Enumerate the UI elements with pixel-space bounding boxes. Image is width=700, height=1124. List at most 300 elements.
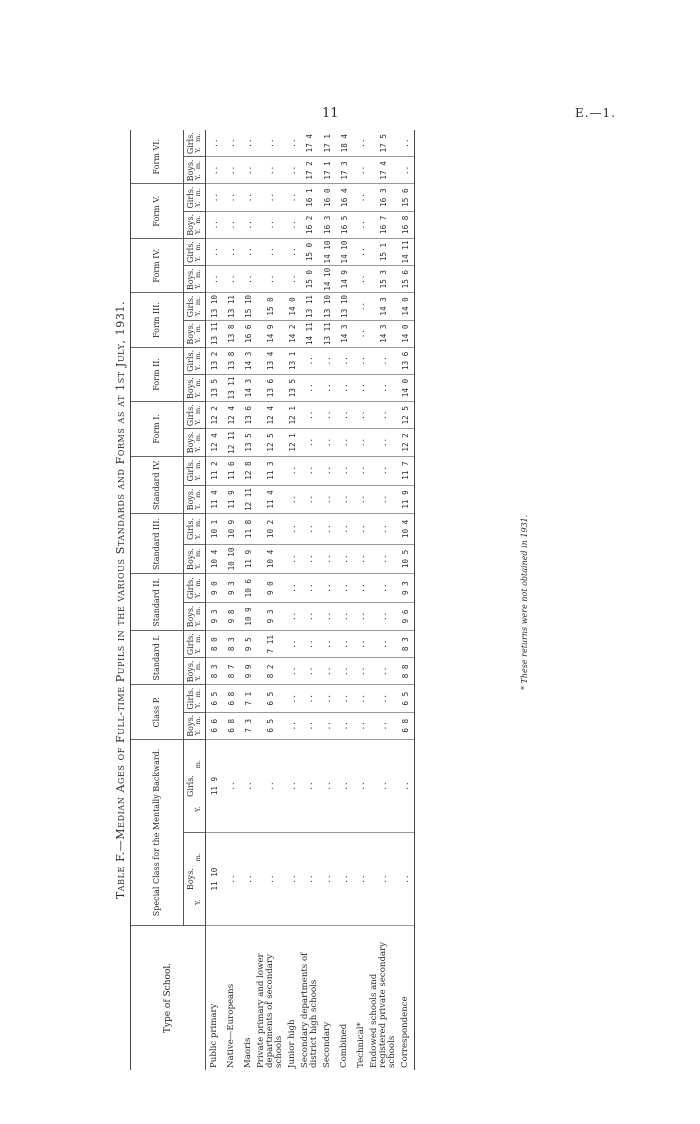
unit-label: Y. [194,337,203,344]
median-age-cell: .. [336,374,353,401]
median-age-cell: .. [336,712,353,739]
median-age-cell: .. [223,130,240,157]
median-age-cell: .. [301,833,319,926]
median-age-cell: 15 1 [370,238,397,265]
median-age-cell: .. [336,574,353,602]
median-age-cell: .. [336,602,353,630]
median-age-cell: 14 10 [336,238,353,265]
median-age-cell: 10 9 [240,602,257,630]
median-age-cell: 13 10 [205,293,223,320]
median-age-cell: .. [240,211,257,238]
median-age-cell: .. [284,658,301,685]
median-age-cell: .. [353,157,370,184]
unit-label: m. [194,460,203,469]
median-age-cell: .. [319,631,336,658]
unit-label: Y. [194,174,203,180]
sex-label: Girls. [186,775,195,797]
unit-labels [195,294,202,318]
unit-label: m. [194,133,203,142]
median-age-cell: 9 3 [397,574,415,602]
median-age-cell: 13 11 [301,293,319,320]
median-age-cell: .. [336,429,353,456]
median-age-cell: .. [353,574,370,602]
median-age-cell: 12 4 [223,402,240,429]
unit-label: Y. [194,899,203,905]
median-age-cell: 14 0 [397,293,415,320]
table-row [284,130,301,1070]
median-age-cell: 14 10 [319,266,336,293]
sex-label: Boys. [186,322,195,345]
median-age-cell: 6 6 [205,712,223,739]
unit-label: Y. [194,729,203,736]
unit-labels [195,515,202,542]
median-age-cell: 13 8 [223,320,240,347]
group-header: Class P. [131,685,184,739]
school-type-cell: Maoris [242,1037,253,1068]
median-age-cell: 6 5 [397,685,415,712]
sex-subheader [184,485,206,514]
median-age-cell: .. [319,374,336,401]
sex-label: Boys. [186,714,195,737]
table-row [223,130,240,1070]
median-age-cell: 15 3 [370,266,397,293]
school-type-cell: Public primary [208,1003,219,1068]
median-age-cell: 17 2 [301,157,319,184]
median-age-cell: .. [353,685,370,712]
median-age-cell: 14 3 [370,320,397,347]
median-age-cell: .. [301,574,319,602]
median-age-cell: 6 5 [257,685,284,712]
median-age-cell: 14 3 [240,374,257,401]
median-age-cell: 6 8 [223,712,240,739]
median-age-cell: .. [223,266,240,293]
sex-subheader [184,833,206,926]
unit-labels [195,213,202,237]
unit-label: Y. [194,620,203,627]
median-age-cell: 10 4 [205,544,223,574]
median-age-cell: .. [336,514,353,544]
sex-label: Girls. [186,295,195,318]
median-age-cell: 12 11 [223,429,240,456]
unit-labels [195,604,202,629]
median-age-cell: .. [301,347,319,374]
unit-label: Y. [194,702,203,709]
unit-label: m. [194,215,203,224]
unit-label: m. [194,296,203,306]
median-age-cell: .. [301,514,319,544]
sex-subheader [184,456,206,485]
unit-label: m. [194,578,203,587]
median-age-cell: 13 6 [397,347,415,374]
unit-labels [195,322,202,346]
median-age-cell: .. [240,266,257,293]
median-age-cell: 17 4 [370,157,397,184]
median-age-cell: .. [223,211,240,238]
median-age-cell: 9 0 [257,574,284,602]
median-age-cell: .. [301,712,319,739]
median-age-cell: .. [353,293,370,320]
median-age-cell: .. [370,402,397,429]
median-age-cell: .. [319,544,336,574]
unit-labels [195,158,202,182]
unit-labels [195,487,202,513]
median-age-cell: .. [353,238,370,265]
sex-subheader [184,157,206,184]
unit-label: m. [194,689,203,698]
median-age-cell: 6 8 [223,685,240,712]
sex-subheader [184,631,206,658]
median-age-cell: .. [370,833,397,926]
unit-label: Y. [194,256,203,262]
median-age-cell: .. [397,739,415,832]
median-age-cell: 11 4 [257,485,284,514]
sex-label: Girls. [186,241,195,264]
median-age-cell: 11 10 [205,833,223,926]
unit-label: Y. [194,503,203,510]
median-age-cell: 9 3 [205,602,223,630]
median-age-cell: 12 4 [257,402,284,429]
median-age-cell: .. [353,374,370,401]
median-age-cell: .. [370,456,397,485]
median-age-cell: .. [319,739,336,832]
median-age-cell: 11 9 [397,485,415,514]
median-age-cell: 14 11 [397,238,415,265]
median-age-cell: 6 5 [257,712,284,739]
median-age-cell: .. [240,238,257,265]
median-age-cell: .. [353,320,370,347]
sex-label: Boys. [186,868,195,891]
median-age-cell: 7 1 [240,685,257,712]
median-age-cell: .. [284,130,301,157]
median-age-cell: 13 6 [257,374,284,401]
median-age-cell: 11 7 [397,456,415,485]
median-age-cell: .. [301,739,319,832]
median-age-cell: 13 11 [205,320,223,347]
unit-label: m. [194,405,203,414]
sex-label: Girls. [186,517,195,540]
school-type-cell: Junior high [286,1019,297,1068]
sex-label: Boys. [186,548,195,570]
median-age-cell: .. [319,658,336,685]
sex-label: Girls. [186,633,195,656]
median-age-cell: 15 6 [397,184,415,211]
median-age-cell: 8 0 [205,631,223,658]
median-age-cell: 9 8 [223,602,240,630]
table-row [353,130,370,1070]
sex-subheader [184,602,206,630]
median-age-cell: .. [284,544,301,574]
unit-labels [195,575,202,600]
median-age-cell: .. [319,574,336,602]
unit-label: Y. [194,419,203,425]
median-age-cell: .. [205,238,223,265]
median-age-cell: 16 6 [240,320,257,347]
unit-label: Y. [194,563,203,570]
median-age-cell: .. [319,402,336,429]
median-age-cell: .. [284,602,301,630]
median-age-cell: 14 0 [397,320,415,347]
sex-subheader [184,184,206,211]
sex-label: Girls. [186,349,195,372]
sex-label: Boys. [186,377,195,399]
median-age-cell: 13 6 [240,402,257,429]
median-age-cell: .. [205,211,223,238]
median-age-cell: .. [319,685,336,712]
group-header: Standard I. [131,631,184,685]
median-age-cell: .. [284,238,301,265]
unit-label: Y. [194,364,203,371]
median-age-cell: 16 5 [336,211,353,238]
median-age-cell: 8 2 [257,658,284,685]
median-age-cell: .. [319,485,336,514]
median-age-cell: .. [284,574,301,602]
median-age-cell: 15 0 [301,238,319,265]
sex-subheader [184,211,206,238]
sex-label: Girls. [186,459,195,482]
median-age-cell: 17 5 [370,130,397,157]
median-age-cell: .. [257,157,284,184]
median-age-cell: .. [353,429,370,456]
median-age-cell: 15 6 [397,266,415,293]
median-age-cell: 14 10 [319,238,336,265]
median-age-cell: 16 2 [301,211,319,238]
median-age-cell: 12 2 [397,429,415,456]
median-age-cell: .. [301,374,319,401]
median-age-cell: .. [205,130,223,157]
sex-subheader [184,574,206,602]
unit-label: Y. [194,391,203,398]
median-age-cell: .. [353,266,370,293]
unit-labels [195,267,202,291]
median-age-cell: 12 5 [397,402,415,429]
median-age-cell: 18 4 [336,130,353,157]
sex-label: Girls. [186,577,195,600]
median-age-cell: 10 2 [257,514,284,544]
sex-subheader [184,374,206,401]
table-row [257,130,284,1070]
unit-label: Y. [194,806,203,813]
unit-label: m. [194,351,203,360]
unit-labels [195,834,202,924]
median-age-cell: 10 9 [223,514,240,544]
median-age-cell: 8 3 [397,631,415,658]
median-age-cell: 13 8 [223,347,240,374]
table-row [370,130,397,1070]
median-age-cell: .. [336,739,353,832]
median-age-cell: 11 6 [223,456,240,485]
unit-labels [195,430,202,454]
median-age-cell: .. [336,544,353,574]
median-age-cell: .. [223,238,240,265]
unit-label: m. [194,853,203,862]
median-age-cell: 13 5 [240,429,257,456]
median-age-cell: 11 9 [240,544,257,574]
median-age-cell: 13 2 [205,347,223,374]
median-age-cell: 13 10 [319,293,336,320]
sex-subheader [184,429,206,456]
median-age-cell: .. [284,631,301,658]
median-age-cell: .. [319,429,336,456]
group-header: Standard III. [131,514,184,574]
median-age-cell: .. [301,602,319,630]
median-age-cell: .. [284,712,301,739]
sex-label: Girls. [186,132,195,155]
median-age-cell: .. [284,211,301,238]
median-age-cell: .. [319,602,336,630]
unit-labels [195,546,202,573]
group-header: Form II. [131,347,184,401]
sex-subheader [184,739,206,832]
median-age-cell: 10 1 [205,514,223,544]
median-age-cell: 8 8 [397,658,415,685]
table-caption: Table F.—Median Ages of Full-time Pupils in the various Standards and Forms as at 1st July, 1931. [114,300,127,900]
median-age-cell: 9 9 [240,658,257,685]
sex-subheader [184,293,206,320]
median-age-cell: 6 8 [397,712,415,739]
group-header: Form V. [131,184,184,238]
unit-label: Y. [194,228,203,235]
sex-label: Boys. [186,159,195,182]
median-age-cell: 11 8 [240,514,257,544]
school-type-cell: Secondary [321,1021,332,1068]
median-age-cell: .. [284,266,301,293]
median-age-cell: .. [397,130,415,157]
median-age-cell: .. [301,402,319,429]
median-age-cell: 12 1 [284,402,301,429]
median-age-cell: 9 3 [257,602,284,630]
unit-label: m. [194,760,203,769]
median-age-cell: 7 11 [257,631,284,658]
median-age-cell: .. [353,211,370,238]
unit-label: Y. [194,201,203,208]
median-age-cell: 9 6 [397,602,415,630]
sex-subheader [184,130,206,157]
sex-subheader [184,514,206,544]
group-header: Standard IV. [131,456,184,514]
median-age-cell: 16 0 [319,184,336,211]
median-age-cell: 12 5 [257,429,284,456]
median-age-cell: 14 9 [257,320,284,347]
unit-label: Y. [194,648,203,654]
median-age-cell: .. [336,658,353,685]
median-age-cell: .. [353,712,370,739]
sex-label: Boys. [186,268,195,291]
median-age-cell: 14 3 [240,347,257,374]
median-age-cell: 14 11 [301,320,319,347]
type-of-school-header: Type of School. [131,926,206,1071]
median-age-cell: .. [223,739,240,832]
group-header: Form VI. [131,130,184,184]
median-age-cell: .. [370,374,397,401]
median-age-cell: 13 5 [205,374,223,401]
page-number: 11 [322,106,339,121]
group-header: Standard II. [131,574,184,631]
median-age-cell: .. [301,544,319,574]
median-age-cell: .. [353,658,370,685]
median-age-cell: 15 0 [257,293,284,320]
section-code: E.—1. [574,106,616,120]
median-age-cell: 16 3 [319,211,336,238]
median-age-cell: 10 4 [397,514,415,544]
median-age-cell: .. [257,739,284,832]
table-row [205,130,223,1070]
median-age-cell: .. [336,485,353,514]
median-age-cell: .. [353,833,370,926]
median-age-cell: .. [353,130,370,157]
sex-subheader [184,402,206,429]
median-age-cell: 16 7 [370,211,397,238]
median-age-cell: 14 3 [336,320,353,347]
sex-subheader [184,685,206,712]
unit-label: m. [194,269,203,278]
group-header: Special Class for the Mentally Backward. [131,739,184,925]
median-age-cell: .. [370,514,397,544]
median-age-cell: .. [353,631,370,658]
unit-labels [195,403,202,427]
unit-labels [195,458,202,484]
median-age-cell: 11 2 [205,456,223,485]
median-age-cell: .. [370,485,397,514]
unit-labels [195,741,202,831]
median-age-cell: 13 11 [223,374,240,401]
median-age-cell: 11 3 [257,456,284,485]
unit-label: Y. [194,592,203,598]
median-age-cell: .. [336,833,353,926]
group-header: Form IV. [131,238,184,292]
median-age-cell: .. [336,347,353,374]
unit-label: m. [194,160,203,170]
median-age-cell: 12 2 [205,402,223,429]
median-age-cell: 10 10 [223,544,240,574]
sex-subheader [184,658,206,685]
median-age-cell: .. [319,514,336,544]
median-age-cell: .. [284,739,301,832]
table-row [397,130,415,1070]
median-age-cell: .. [284,456,301,485]
unit-label: Y. [194,147,203,153]
median-age-cell: .. [257,130,284,157]
unit-label: Y. [194,283,203,289]
median-age-cell: .. [370,712,397,739]
rotated-table-block [110,130,560,1070]
median-age-cell: 9 0 [205,574,223,602]
median-age-cell: .. [353,514,370,544]
sex-label: Boys. [186,660,195,683]
median-age-cell: .. [353,739,370,832]
median-age-cell: 13 10 [336,293,353,320]
median-age-cell: .. [257,266,284,293]
median-age-cell: .. [301,429,319,456]
table-row [301,130,319,1070]
unit-label: Y. [194,474,203,481]
median-age-cell: 9 5 [240,631,257,658]
median-age-cell: 11 9 [223,485,240,514]
median-age-cell: 17 1 [319,130,336,157]
median-age-cell: .. [240,184,257,211]
unit-label: m. [194,188,203,197]
unit-labels [195,349,202,373]
median-age-cell: 12 4 [205,429,223,456]
median-age-cell: .. [397,833,415,926]
unit-labels [195,376,202,400]
sex-label: Girls. [186,687,195,710]
unit-label: m. [194,518,203,527]
median-age-cell: 14 2 [284,320,301,347]
unit-label: m. [194,432,203,442]
median-age-cell: .. [284,685,301,712]
median-age-cell: 12 11 [240,485,257,514]
school-type-cell: Technical* [355,1022,366,1068]
